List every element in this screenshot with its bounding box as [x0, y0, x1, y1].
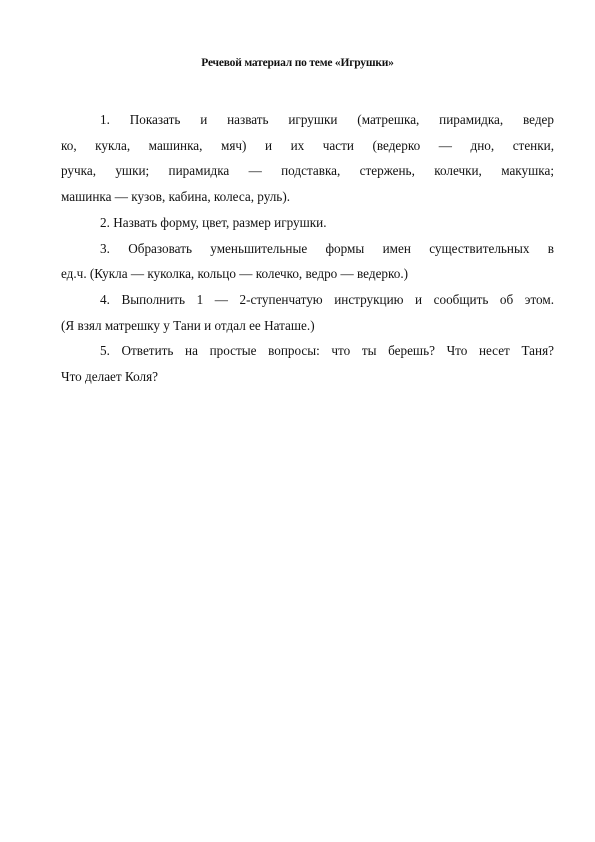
item-number: 1. [100, 112, 110, 127]
item-number: 5. [100, 343, 110, 359]
list-item [61, 287, 555, 338]
list-item [61, 107, 554, 210]
list-item [87, 210, 554, 236]
item-line: 1. Показать и назвать игрушки (матрешка, пирамидка, ведер [87, 107, 554, 133]
item-line: ручка, ушки; пирамидка — подставка, стержень, колечки, макушка; [61, 163, 554, 179]
item-line: ко, кукла, машинка, мяч) и их части (ведерко — дно, стенки, [61, 137, 554, 153]
item-line: 4. Выполнить 1 — 2-ступенчатую инструкцию и сообщить об этом. [87, 287, 554, 313]
item-number: 3. [100, 240, 110, 256]
item-line: 2. Назвать форму, цвет, размер игрушки. [87, 210, 554, 236]
item-line: Что делает Коля? [61, 369, 159, 385]
item-line: (Я взял матрешку у Тани и отдал ее Наташе.) [61, 317, 315, 333]
item-line: 5. Ответить на простые вопросы: что ты берешь? Что несет Таня? [87, 338, 554, 364]
page-title: Речевой материал по теме «Игрушки» [201, 57, 394, 69]
item-line: ед.ч. (Кукла — куколка, кольцо — колечко, ведро — ведерко.) [61, 266, 409, 282]
numbered-list [61, 107, 555, 390]
item-line: машинка — кузов, кабина, колеса, руль). [61, 189, 291, 205]
list-item [61, 236, 554, 287]
list-item [61, 338, 554, 389]
item-number: 2. [100, 214, 110, 230]
item-number: 4. [100, 291, 110, 307]
item-line: 3. Образовать уменьшительные формы имен существительных в [87, 236, 554, 262]
